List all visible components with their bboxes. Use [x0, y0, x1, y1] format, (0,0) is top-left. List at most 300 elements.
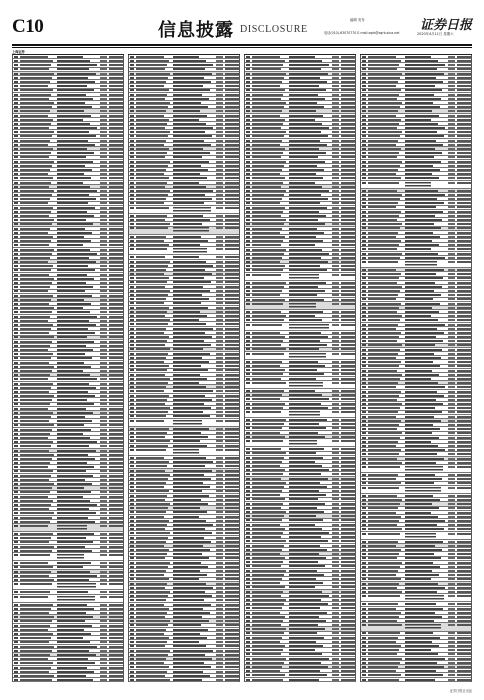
table-cell — [246, 486, 250, 488]
table-cell — [14, 81, 18, 83]
table-cell — [225, 666, 239, 668]
table-cell — [173, 173, 200, 175]
table-cell — [20, 437, 48, 439]
table-cell — [225, 465, 239, 467]
table-cell — [20, 94, 51, 96]
table-cell — [14, 295, 18, 297]
table-cell — [289, 190, 329, 192]
table-cell — [252, 215, 281, 217]
table-row — [245, 323, 355, 331]
table-cell — [362, 115, 366, 117]
table-cell — [216, 445, 223, 447]
table-cell — [332, 378, 339, 380]
table-cell — [14, 667, 18, 669]
table-cell — [405, 612, 435, 614]
table-cell — [109, 299, 123, 301]
table-cell — [20, 265, 53, 267]
table-cell — [368, 102, 402, 104]
table-cell — [289, 244, 315, 246]
table-cell — [457, 77, 471, 79]
table-cell — [20, 286, 50, 288]
table-cell — [332, 219, 339, 221]
table-cell — [20, 207, 53, 209]
table-cell — [100, 679, 107, 681]
table-cell — [130, 566, 134, 568]
table-cell — [173, 553, 202, 555]
table-cell — [341, 140, 355, 142]
table-cell — [448, 135, 455, 137]
table-cell — [216, 81, 223, 83]
table-cell — [216, 583, 223, 585]
table-cell — [362, 219, 366, 221]
table-cell — [136, 186, 165, 188]
table-cell — [457, 182, 471, 184]
table-cell — [368, 261, 398, 263]
table-cell — [362, 211, 366, 213]
table-cell — [362, 424, 366, 426]
table-cell — [57, 257, 89, 259]
table-cell — [109, 290, 123, 292]
table-cell — [332, 240, 339, 242]
table-cell — [130, 311, 134, 313]
table-cell — [252, 490, 282, 492]
table-cell — [289, 219, 318, 221]
table-cell — [332, 56, 339, 58]
table-cell — [332, 127, 339, 129]
table-cell — [20, 249, 54, 251]
table-cell — [405, 541, 443, 543]
table-cell — [173, 482, 203, 484]
table-cell — [457, 244, 471, 246]
table-cell — [289, 662, 321, 664]
table-cell — [341, 85, 355, 87]
table-cell — [216, 629, 223, 631]
table-cell — [225, 624, 239, 626]
table-cell — [252, 532, 283, 534]
table-cell — [14, 77, 18, 79]
table-row — [129, 419, 239, 427]
table-cell — [362, 123, 366, 125]
table-cell — [109, 156, 123, 158]
table-cell — [448, 303, 455, 305]
table-cell — [136, 215, 167, 217]
table-row — [361, 594, 471, 602]
table-cell — [252, 102, 286, 104]
table-cell — [136, 56, 164, 58]
table-cell — [109, 307, 123, 309]
table-cell — [173, 399, 212, 401]
table-cell — [109, 374, 123, 376]
table-cell — [368, 56, 396, 58]
table-cell — [57, 416, 85, 418]
table-cell — [14, 303, 18, 305]
table-cell — [100, 667, 107, 669]
table-cell — [457, 123, 471, 125]
table-cell — [252, 190, 286, 192]
table-cell — [332, 236, 339, 238]
table-cell — [332, 674, 339, 676]
table-cell — [216, 311, 223, 313]
table-cell — [130, 490, 134, 492]
table-cell — [109, 249, 123, 251]
table-cell — [405, 391, 437, 393]
table-cell — [100, 357, 107, 359]
table-cell — [225, 156, 239, 158]
table-cell — [225, 361, 239, 363]
table-cell — [109, 437, 123, 439]
table-cell — [362, 574, 366, 576]
table-cell — [448, 449, 455, 451]
table-cell — [252, 645, 285, 647]
table-cell — [289, 452, 316, 454]
table-cell — [289, 624, 318, 626]
table-cell — [448, 357, 455, 359]
table-cell — [448, 273, 455, 275]
table-cell — [405, 411, 442, 413]
table-cell — [130, 161, 134, 163]
table-cell — [100, 412, 107, 414]
table-cell — [136, 369, 167, 371]
table-cell — [57, 60, 90, 62]
table-cell — [136, 407, 170, 409]
table-row — [245, 302, 355, 310]
table-cell — [457, 165, 471, 167]
table-cell — [457, 223, 471, 225]
table-cell — [332, 232, 339, 234]
table-cell — [332, 524, 339, 526]
table-cell — [100, 286, 107, 288]
table-cell — [57, 316, 97, 318]
table-cell — [57, 387, 96, 389]
table-cell — [457, 148, 471, 150]
table-cell — [252, 549, 282, 551]
table-cell — [368, 557, 397, 559]
table-cell — [289, 469, 329, 471]
table-cell — [246, 348, 250, 350]
table-cell — [448, 512, 455, 514]
table-cell — [405, 232, 433, 234]
table-cell — [332, 503, 339, 505]
table-cell — [289, 494, 326, 496]
table-cell — [341, 679, 355, 681]
table-cell — [20, 667, 51, 669]
table-cell — [332, 353, 339, 355]
table-cell — [100, 546, 107, 548]
table-cell — [130, 106, 134, 108]
table-cell — [57, 186, 90, 188]
table-cell — [368, 449, 401, 451]
table-cell — [136, 60, 169, 62]
table-cell — [457, 632, 471, 634]
table-cell — [20, 244, 49, 246]
table-cell — [216, 244, 223, 246]
table-cell — [362, 248, 366, 250]
table-cell — [289, 620, 326, 622]
table-cell — [57, 508, 89, 510]
table-cell — [252, 452, 286, 454]
table-cell — [457, 670, 471, 672]
table-cell — [100, 533, 107, 535]
table-cell — [457, 144, 471, 146]
table-cell — [368, 670, 396, 672]
table-cell — [246, 353, 250, 355]
table-cell — [173, 524, 213, 526]
table-cell — [109, 424, 123, 426]
table-cell — [332, 286, 339, 288]
table-cell — [341, 81, 355, 83]
table-cell — [225, 495, 239, 497]
table-cell — [14, 353, 18, 355]
table-cell — [57, 408, 86, 410]
table-cell — [14, 383, 18, 385]
table-cell — [57, 462, 87, 464]
table-cell — [332, 465, 339, 467]
table-cell — [136, 620, 170, 622]
table-cell — [216, 256, 223, 258]
table-cell — [109, 131, 123, 133]
table-cell — [362, 294, 366, 296]
table-cell — [109, 81, 123, 83]
table-cell — [136, 624, 168, 626]
table-cell — [216, 553, 223, 555]
table-cell — [289, 123, 322, 125]
table-cell — [332, 244, 339, 246]
table-cell — [289, 340, 320, 342]
table-cell — [20, 345, 50, 347]
table-cell — [14, 286, 18, 288]
table-cell — [368, 353, 398, 355]
table-cell — [332, 616, 339, 618]
table-cell — [14, 508, 18, 510]
table-cell — [362, 416, 366, 418]
table-cell — [362, 298, 366, 300]
table-cell — [341, 423, 355, 425]
table-cell — [109, 412, 123, 414]
table-cell — [448, 416, 455, 418]
table-cell — [100, 616, 107, 618]
table-cell — [448, 616, 455, 618]
table-cell — [362, 244, 366, 246]
table-cell — [252, 423, 284, 425]
table-row — [361, 532, 471, 540]
table-cell — [332, 186, 339, 188]
table-cell — [368, 403, 402, 405]
table-cell — [405, 286, 442, 288]
table-cell — [216, 265, 223, 267]
table-cell — [332, 257, 339, 259]
table-cell — [252, 561, 283, 563]
table-cell — [14, 190, 18, 192]
table-cell — [136, 545, 164, 547]
table-cell — [368, 503, 400, 505]
table-cell — [57, 215, 94, 217]
table-cell — [252, 202, 280, 204]
table-cell — [289, 269, 327, 271]
table-cell — [100, 316, 107, 318]
table-cell — [20, 583, 52, 585]
table-cell — [225, 353, 239, 355]
table-cell — [252, 545, 284, 547]
table-cell — [246, 398, 250, 400]
table-cell — [341, 373, 355, 375]
table-cell — [246, 649, 250, 651]
table-cell — [448, 645, 455, 647]
table-cell — [225, 244, 239, 246]
table-cell — [246, 511, 250, 513]
table-cell — [100, 450, 107, 452]
table-cell — [252, 448, 281, 450]
table-cell — [362, 666, 366, 668]
table-cell — [216, 386, 223, 388]
table-cell — [130, 616, 134, 618]
table-cell — [448, 102, 455, 104]
table-cell — [109, 165, 123, 167]
table-cell — [173, 115, 207, 117]
table-cell — [252, 244, 281, 246]
table-cell — [130, 215, 134, 217]
table-cell — [332, 106, 339, 108]
table-cell — [225, 378, 239, 380]
table-cell — [14, 244, 18, 246]
table-cell — [362, 223, 366, 225]
table-cell — [216, 328, 223, 330]
table-cell — [246, 123, 250, 125]
table-cell — [341, 486, 355, 488]
table-cell — [289, 140, 320, 142]
table-cell — [362, 227, 366, 229]
table-cell — [457, 177, 471, 179]
table-cell — [225, 273, 239, 275]
table-cell — [252, 486, 284, 488]
table-cell — [14, 106, 18, 108]
table-cell — [225, 516, 239, 518]
table-cell — [457, 211, 471, 213]
table-cell — [100, 575, 107, 577]
table-cell — [216, 131, 223, 133]
table-cell — [130, 420, 134, 422]
table-cell — [246, 110, 250, 112]
table-cell — [246, 60, 250, 62]
table-cell — [289, 545, 320, 547]
table-cell — [362, 524, 366, 526]
table-cell — [289, 599, 321, 601]
table-cell — [20, 295, 53, 297]
table-cell — [289, 582, 323, 584]
table-cell — [225, 511, 239, 513]
table-cell — [448, 152, 455, 154]
table-cell — [341, 503, 355, 505]
table-cell — [252, 361, 282, 363]
table-cell — [289, 344, 327, 346]
table-cell — [252, 670, 280, 672]
table-cell — [225, 302, 239, 304]
table-cell — [20, 420, 49, 422]
table-cell — [136, 173, 164, 175]
table-cell — [57, 366, 91, 368]
table-cell — [57, 466, 94, 468]
table-cell — [448, 662, 455, 664]
table-cell — [100, 479, 107, 481]
table-cell — [332, 649, 339, 651]
table-cell — [332, 290, 339, 292]
table-cell — [14, 290, 18, 292]
table-cell — [136, 399, 167, 401]
table-cell — [252, 324, 282, 326]
table-cell — [14, 194, 18, 196]
masthead — [12, 14, 472, 44]
table-cell — [130, 248, 134, 250]
table-cell — [130, 298, 134, 300]
table-cell — [225, 186, 239, 188]
table-cell — [362, 528, 366, 530]
table-cell — [289, 382, 323, 388]
table-cell — [20, 316, 50, 318]
table-cell — [252, 249, 286, 251]
table-cell — [100, 571, 107, 573]
table-cell — [332, 81, 339, 83]
table-cell — [368, 144, 396, 146]
table-cell — [216, 457, 223, 459]
table-cell — [57, 77, 88, 79]
table-cell — [100, 646, 107, 648]
table-cell — [100, 362, 107, 364]
table-cell — [216, 161, 223, 163]
table-cell — [246, 240, 250, 242]
table-cell — [100, 307, 107, 309]
table-cell — [216, 516, 223, 518]
table-cell — [14, 458, 18, 460]
table-cell — [289, 465, 322, 467]
table-cell — [246, 315, 250, 317]
table-cell — [289, 553, 319, 555]
table-cell — [173, 281, 211, 283]
table-cell — [57, 537, 86, 539]
table-cell — [368, 324, 398, 326]
table-cell — [225, 415, 239, 417]
table-cell — [457, 591, 471, 593]
table-cell — [368, 169, 398, 171]
table-cell — [289, 265, 320, 267]
table-cell — [341, 211, 355, 213]
table-cell — [448, 399, 455, 401]
table-cell — [109, 311, 123, 313]
table-cell — [341, 286, 355, 288]
table-cell — [225, 537, 239, 539]
table-cell — [332, 319, 339, 321]
table-cell — [457, 370, 471, 372]
table-cell — [225, 219, 239, 221]
table-cell — [332, 469, 339, 471]
table-cell — [109, 399, 123, 401]
table-cell — [332, 515, 339, 517]
table-cell — [457, 349, 471, 351]
table-cell — [14, 470, 18, 472]
table-cell — [457, 85, 471, 87]
table-cell — [368, 528, 402, 530]
table-cell — [368, 666, 398, 668]
table-cell — [448, 445, 455, 447]
table-cell — [341, 215, 355, 217]
table-cell — [405, 56, 431, 58]
table-cell — [100, 353, 107, 355]
table-cell — [448, 349, 455, 351]
table-cell — [362, 674, 366, 676]
table-cell — [252, 348, 286, 350]
table-cell — [130, 604, 134, 606]
table-cell — [109, 429, 123, 431]
table-cell — [109, 370, 123, 372]
table-cell — [216, 156, 223, 158]
